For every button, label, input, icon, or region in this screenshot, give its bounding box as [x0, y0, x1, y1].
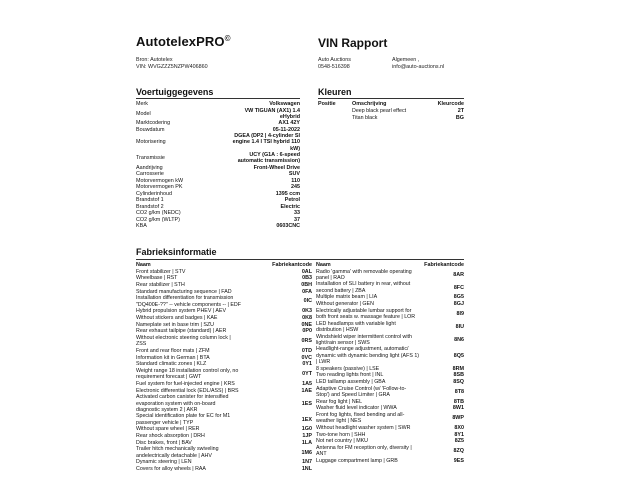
colors-header-code: Kleurcode — [437, 101, 464, 107]
vehicle-row-label: Transmissie — [136, 155, 165, 162]
factory-item-code: 8IU — [455, 323, 464, 330]
factory-item-name: Rear stabilizer | STH — [136, 281, 185, 288]
dealer-phone: 0548-516398 — [318, 64, 350, 70]
factory-item-name: Rear fog light | NEL — [316, 398, 363, 405]
factory-item-code: 0B3 — [302, 275, 312, 282]
factory-left-header-name: Naam — [136, 262, 151, 268]
factory-item-code: 8T8 — [454, 388, 464, 395]
color-code: BG — [455, 115, 464, 121]
factory-item-code: 1LA — [301, 439, 312, 446]
color-code: 2T — [457, 108, 464, 114]
factory-item-name: Radio 'gamma' with removable operating panel | RAO — [316, 268, 412, 281]
vehicle-row — [136, 197, 300, 203]
factory-item-name: Information kit in German | BTA — [136, 354, 210, 361]
factory-item-code: 8SB — [453, 372, 464, 379]
factory-item-name: Dynamic steering | LEN — [136, 459, 192, 466]
factory-item-name: Without spare wheel | RER — [136, 426, 200, 433]
factory-item-name: Luggage compartment lamp | GRB — [316, 457, 398, 464]
vehicle-row-label: CO2 g/km (WLTP) — [136, 216, 180, 223]
vehicle-row-value: SUV — [288, 171, 300, 178]
factory-item-code: 0RS — [301, 338, 312, 345]
vehicle-row-value: 05-11-2022 — [272, 126, 300, 133]
factory-item-name: Installation differentiation for transmission "DQ400E-??" -- vehicle components -- | EDF — [136, 295, 241, 308]
vehicle-row-value: UCY (G1A : 6-speed automatic transmission) — [237, 152, 300, 165]
vehicle-row-label: Motorvermogen kW — [136, 177, 184, 184]
vehicle-row — [136, 120, 300, 126]
factory-item-code: 8G5 — [453, 294, 464, 301]
factory-item-name: Two-tone horn | SHH — [316, 431, 366, 438]
vehicle-row — [136, 223, 300, 229]
factory-item-code: 0P0 — [302, 328, 312, 335]
factory-item-name: Covers for alloy wheels | RAA — [136, 466, 206, 472]
factory-item-code: 1N7 — [302, 459, 312, 466]
factory-item-name: Without generator | GEN — [316, 301, 374, 307]
factory-item-code: 8W1 — [452, 405, 464, 412]
factory-item-code: 1EX — [301, 416, 312, 423]
factory-item-code: 1NL — [301, 466, 312, 472]
factory-item-name: Standard climatic zones | KLZ — [136, 361, 207, 368]
vehicle-row — [136, 171, 300, 177]
vehicle-row-value: DGEA (DP2 | 4-cylinder SI engine 1.4 l TSI hybrid 110 kW) — [232, 133, 300, 152]
vehicle-row — [136, 210, 300, 216]
factory-item-name: Rear shock absorption | DRH — [136, 433, 205, 439]
factory-item-code: 1A5 — [302, 380, 312, 387]
factory-item-name: LED headlamps with variable light distribution | HSW — [316, 320, 396, 333]
factory-item-code: 0YT — [302, 371, 312, 378]
factory-item-name: Washer fluid level indicator | WWA — [316, 405, 397, 412]
vehicle-row-label: Brandstof 1 — [136, 197, 164, 204]
factory-item-name: Trailer hitch mechanically swiveling andelectrically detachable | AHV — [136, 446, 219, 459]
brand-mark: © — [224, 34, 231, 43]
vehicle-row — [136, 152, 300, 164]
factory-item-name: Without headlight washer system | SWR — [316, 424, 411, 431]
factory-item-code: 0FA — [302, 288, 312, 295]
factory-item-code: 8I9 — [456, 310, 464, 317]
vehicle-row-value: 245 — [291, 184, 300, 191]
vehicle-row-value: 110 — [291, 177, 300, 184]
factory-item-code: 8GJ — [453, 301, 464, 307]
factory-item-name: Nameplate set in base trim | SZU — [136, 321, 214, 328]
vehicle-row — [136, 178, 300, 184]
factory-item-name: Without stickers and badges | KAE — [136, 314, 218, 321]
vehicle-row — [136, 204, 300, 210]
factory-item-name: Front and rear floor mats | ZFM — [136, 347, 210, 354]
factory-item-name: Hybrid propulsion system PHEV | AEV — [136, 308, 226, 315]
vehicle-divider — [136, 98, 300, 99]
factory-item-name: LED taillamp assembly | GBA — [316, 378, 386, 385]
vehicle-row — [136, 217, 300, 223]
vehicle-row-value: Petrol — [284, 197, 300, 204]
factory-item-code: 0BH — [301, 281, 312, 288]
factory-item-code: 0Y1 — [302, 361, 312, 368]
colors-header-description: Omschrijving — [352, 101, 387, 107]
vehicle-row-value: AX1 42Y — [278, 120, 300, 127]
vehicle-row-value: Front-Wheel Drive — [253, 164, 300, 171]
factory-item-code: 8X0 — [454, 424, 464, 431]
vehicle-row-label: Motorisering — [136, 139, 166, 146]
factory-item-name: Not net country | MKU — [316, 438, 369, 445]
factory-item-name: Front fog lights, fixed bending and all- weather light | NES — [316, 411, 405, 425]
factory-item-name: Rear exhaust tailpipe (standard) | AER — [136, 328, 227, 335]
vehicle-row-label: Model — [136, 110, 151, 117]
vehicle-row — [136, 165, 300, 171]
factory-item-name: Antenna for FM reception only, diversity | ANT — [316, 444, 412, 458]
factory-left-header-code: Fabriekantcode — [272, 262, 312, 268]
source-info — [136, 57, 208, 71]
vehicle-row — [136, 101, 300, 107]
vehicle-row-label: Merk — [136, 101, 148, 107]
factory-item-code: 8ZQ — [453, 448, 464, 454]
factory-item-code: 8RM — [452, 365, 464, 372]
vin-line: VIN: WVGZZZ5NZPW406860 — [136, 64, 208, 70]
factory-item-code: 8Z5 — [454, 438, 464, 445]
factory-item-code: 8TB — [453, 398, 464, 405]
vehicle-row — [136, 127, 300, 133]
contact-email[interactable]: info@auto-auctions.nl — [392, 64, 445, 70]
vehicle-row-label: Cylinderinhoud — [136, 190, 172, 197]
color-description: Titan black — [352, 115, 378, 121]
factory-item-name: Front stabilizer | STV — [136, 268, 186, 275]
colors-header-position: Positie — [318, 101, 336, 107]
vehicle-row-label: Aandrijving — [136, 164, 163, 171]
factory-item-code: 8AR — [453, 271, 464, 278]
factory-item-code: 0K3 — [302, 308, 312, 315]
factory-item-name: Electrically adjustable lumbar support for both front seats w. massage feature | LOR — [316, 307, 416, 320]
vehicle-section-title: Voertuiggegevens — [136, 87, 214, 97]
factory-item-name: Adaptive Cruise Control (w/ 'Follow-to- Stop') and Speed Limiter | GRA — [316, 385, 407, 398]
factory-item-name: Two reading lights front | INL — [316, 372, 384, 379]
factory-item-code: 8SQ — [453, 378, 464, 385]
factory-item-code: 0K8 — [302, 314, 312, 321]
vehicle-row-label: Brandstof 2 — [136, 203, 164, 210]
factory-item-name: 8 speakers (passive) | LSE — [316, 365, 380, 372]
factory-item-code: 1AE — [301, 387, 312, 394]
contact-info — [392, 57, 444, 71]
factory-item-name: Standard manufacturing sequence | FAD — [136, 288, 232, 295]
vehicle-row-value: 37 — [294, 216, 300, 223]
brand-title — [136, 34, 231, 49]
factory-item-name: Installation of SLI battery in rear, without second battery | ZBA — [316, 281, 411, 294]
vehicle-row-label: KBA — [136, 223, 147, 230]
vehicle-row-value: 0603CNC — [276, 223, 300, 230]
factory-item-code: 0NE — [301, 321, 312, 328]
factory-item-name: Weight range 18 installation control only, no requirement forecast | GWT — [136, 368, 239, 381]
vehicle-row-value: VW TIGUAN (AX1) 1.4 eHybrid — [244, 107, 300, 120]
vehicle-row — [136, 108, 300, 120]
factory-item-code: 1JP — [302, 433, 312, 439]
colors-divider — [318, 98, 464, 99]
factory-item-code: 8Y1 — [454, 431, 464, 438]
vehicle-row-value: 33 — [294, 210, 300, 217]
dealer-name: Auto Auctions — [318, 57, 351, 63]
colors-section-title: Kleuren — [318, 87, 352, 97]
factory-item-name: Wheelbase | RST — [136, 275, 178, 282]
factory-item-name: Electronic differential lock (EDL/ASS) | BRS — [136, 387, 239, 394]
factory-item-name: Fuel system for fuel-injected engine | KRS — [136, 380, 235, 387]
factory-item-code: 8FC — [453, 284, 464, 291]
factory-item-code: 0AL — [301, 268, 312, 275]
factory-item-name: Activated carbon canister for intensified evaporation system with on-board diagnostic system 2 | AKR — [136, 394, 229, 413]
factory-item-code: 9ES — [453, 457, 464, 464]
factory-item-name: Headlight-range adjustment, automatic/ dynamic with dynamic bending light (AFS 1) | LWR — [316, 346, 420, 365]
factory-item-code: 1G0 — [301, 426, 312, 433]
factory-item-name: Without electronic steering column lock | ZSS — [136, 335, 231, 348]
vehicle-row-label: Carrosserie — [136, 171, 164, 178]
factory-right-header-name: Naam — [316, 262, 331, 268]
color-description: Deep black pearl effect — [352, 108, 407, 114]
factory-item-name: Disc brakes, front | BAV — [136, 439, 192, 446]
source-line: Bron: Autotelex — [136, 57, 173, 63]
factory-item-code: 0TD — [301, 347, 312, 354]
vehicle-row — [136, 133, 300, 152]
vehicle-row-value: 1395 ccm — [275, 190, 300, 197]
brand-name: AutotelexPRO — [136, 34, 225, 49]
factory-item-code: 0VC — [301, 354, 312, 361]
vehicle-row-label: Marktcodering — [136, 120, 171, 127]
factory-item-name: Windshield wiper intermittent control with light/rain sensor | SWS — [316, 333, 412, 346]
factory-item-name: Multiple matrix beam | LIA — [316, 294, 378, 301]
dealer-info — [318, 57, 351, 71]
factory-item-code: 1ES — [301, 400, 312, 407]
factory-item-name: Special identification plate for EC for M1 passenger vehicle | TYP — [136, 413, 231, 426]
factory-section-title: Fabrieksinformatie — [136, 247, 217, 257]
factory-divider — [136, 259, 464, 260]
vehicle-row-label: Bouwdatum — [136, 126, 165, 133]
vehicle-row-value: Volkswagen — [269, 101, 300, 107]
factory-right-header-code: Fabriekantcode — [424, 262, 464, 268]
factory-item-code: 0IC — [303, 298, 312, 305]
vehicle-row — [136, 191, 300, 197]
factory-item-code: 8WP — [452, 415, 464, 421]
factory-item-code: 1M6 — [301, 449, 312, 456]
vehicle-row — [136, 184, 300, 190]
vehicle-row-value: Electric — [280, 203, 300, 210]
vehicle-row-label: Motorvermogen PK — [136, 184, 183, 191]
contact-label: Algemeen , — [392, 57, 420, 63]
factory-item-code: 8Q5 — [453, 352, 464, 359]
factory-item-code: 8N6 — [454, 336, 464, 343]
report-title: VIN Rapport — [318, 36, 388, 50]
vehicle-row-label: CO2 g/km (NEDC) — [136, 210, 181, 217]
